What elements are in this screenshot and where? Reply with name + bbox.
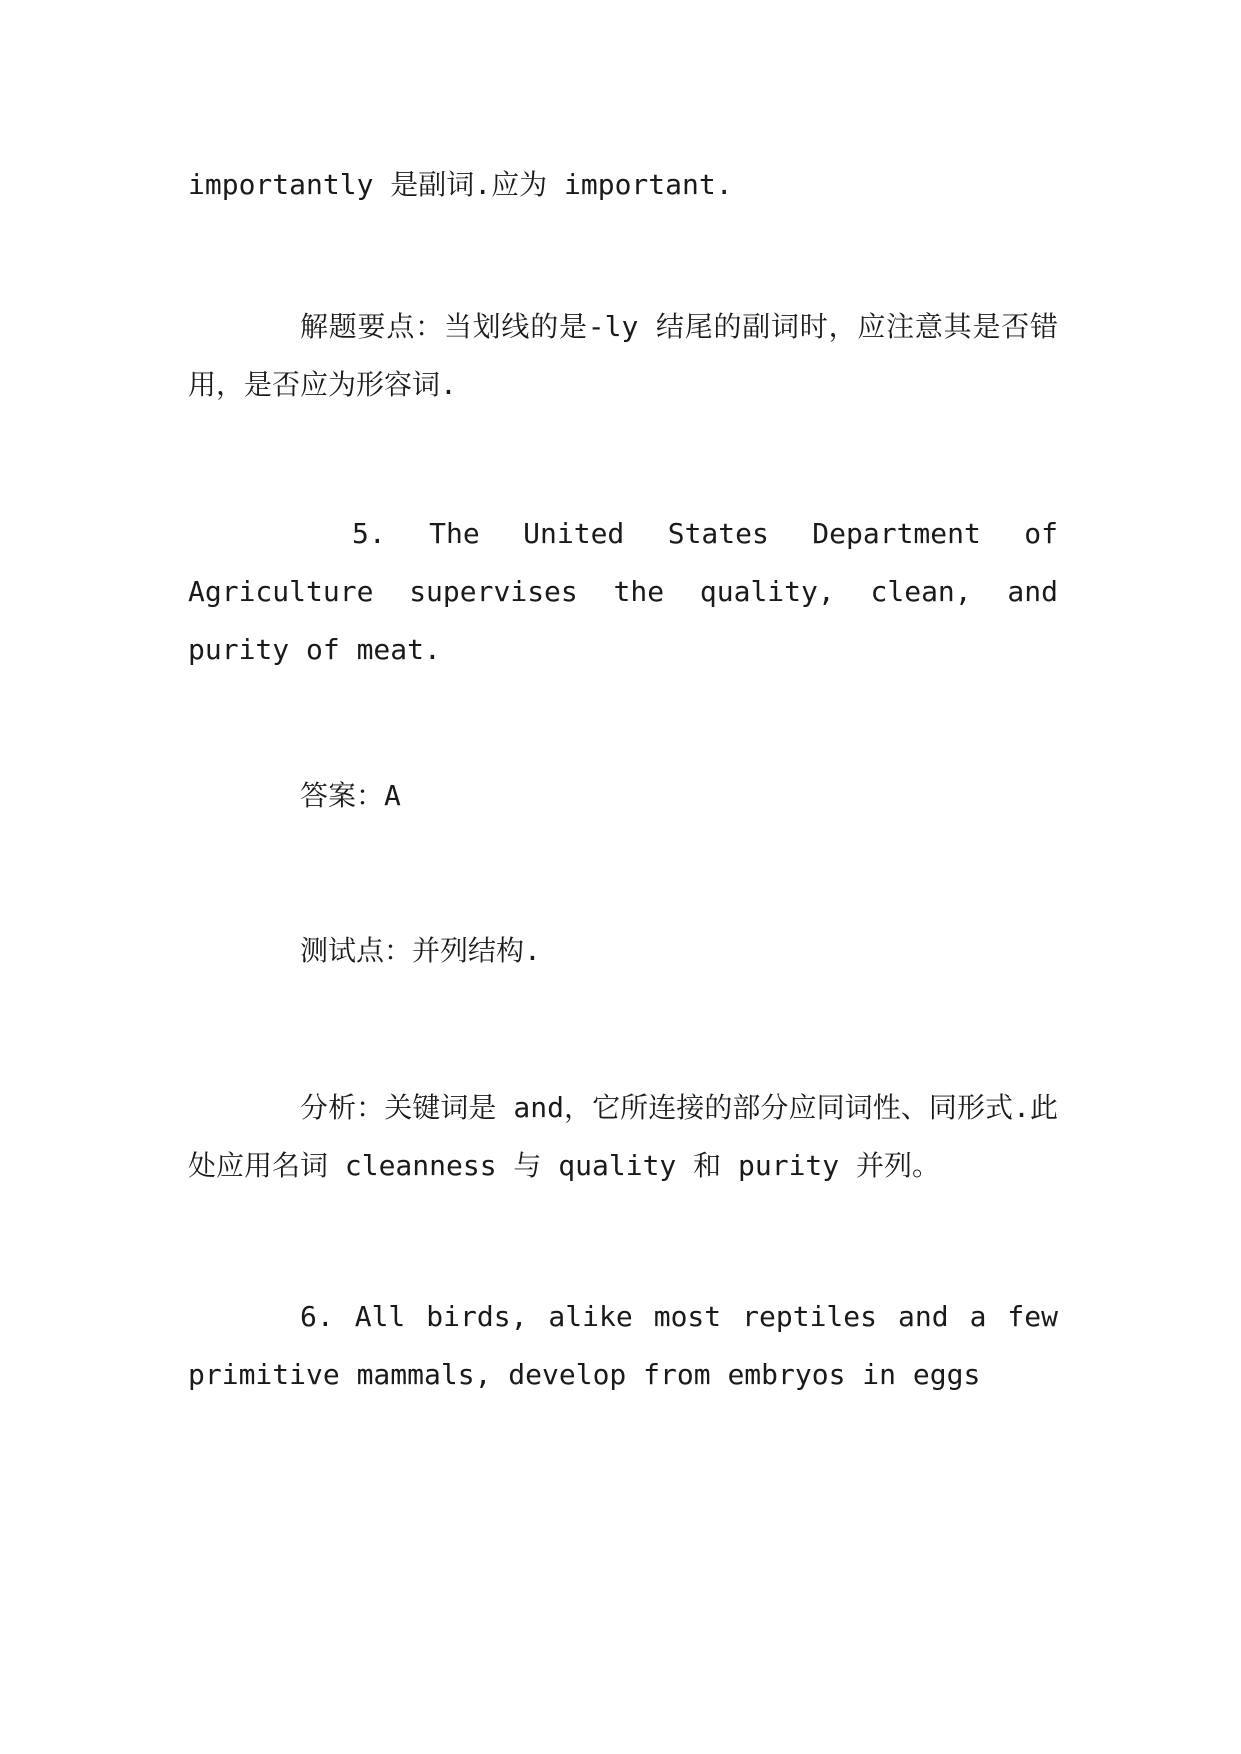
question-6-sentence: 6. All birds, alike most reptiles and a few primitive mammals, develop from embryos in eggs	[188, 1300, 1058, 1391]
paragraph-solution-tip: 解题要点：当划线的是-ly 结尾的副词时，应注意其是否错用，是否应为形容词.	[188, 310, 1058, 401]
paragraph-explanation-importantly: importantly 是副词.应为 important.	[188, 168, 733, 201]
answer-line: 答案：A	[300, 779, 401, 812]
test-point-line: 测试点：并列结构.	[300, 934, 541, 967]
question-5-sentence: 5. The United States Department of Agriculture supervises the quality, clean, and purity of meat.	[188, 517, 1058, 666]
analysis-paragraph: 分析：关键词是 and，它所连接的部分应同词性、同形式.此处应用名词 cleanness 与 quality 和 purity 并列。	[188, 1091, 1058, 1182]
